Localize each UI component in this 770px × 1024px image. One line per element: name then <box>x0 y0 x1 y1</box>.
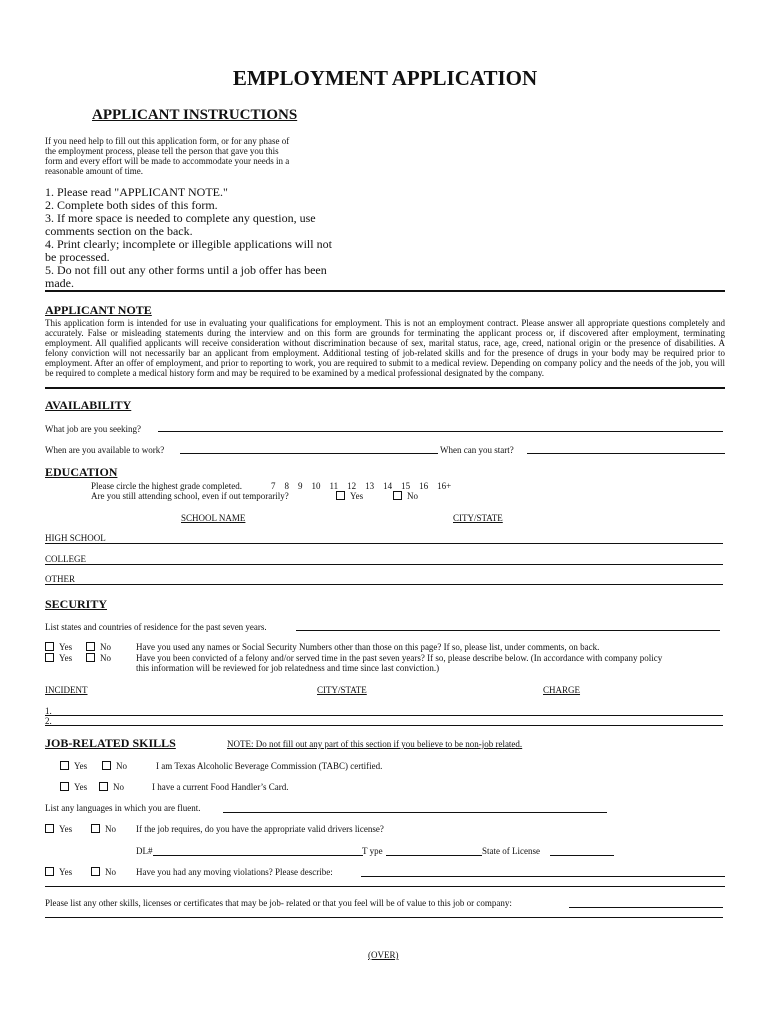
other-skills-field[interactable] <box>569 907 723 908</box>
section-divider <box>45 290 725 292</box>
dl-label: DL# <box>136 846 153 856</box>
availability-heading: AVAILABILITY <box>45 398 132 412</box>
incident-row-2-field[interactable] <box>45 725 723 726</box>
job-sought-label: What job are you seeking? <box>45 424 141 434</box>
languages-field[interactable] <box>223 812 607 813</box>
checkbox[interactable] <box>60 761 69 770</box>
section-divider <box>45 387 725 389</box>
other-skills-field-continued[interactable] <box>45 917 723 918</box>
food-no-option[interactable]: No <box>99 782 124 792</box>
checkbox[interactable] <box>91 867 100 876</box>
type-label: T ype <box>362 846 383 856</box>
attending-label: Are you still attending school, even if out temporarily? <box>91 491 289 501</box>
list-item: 3. If more space is needed to complete any question, use comments section on the back. <box>45 211 316 238</box>
checkbox[interactable] <box>45 824 54 833</box>
state-license-field[interactable] <box>550 855 614 856</box>
languages-label: List any languages in which you are fluent. <box>45 803 201 813</box>
residence-label: List states and countries of residence for the past seven years. <box>45 622 267 632</box>
license-question: If the job requires, do you have the appropriate valid drivers license? <box>136 824 384 834</box>
skills-note: NOTE: Do not fill out any part of this section if you believe to be non-job related. <box>227 739 523 749</box>
security-question-2: Have you been convicted of a felony and/or served time in the past seven years? If so, please describe below. (In accordance with company policy this information will be reviewed for job relatedness and time since last conviction.) <box>136 653 663 673</box>
violations-field[interactable] <box>361 876 725 877</box>
attending-yes-option[interactable]: Yes <box>336 491 363 501</box>
food-yes-option[interactable]: Yes <box>60 782 87 792</box>
license-yes-option[interactable]: Yes <box>45 824 72 834</box>
tabc-no-option[interactable]: No <box>102 761 127 771</box>
residence-field[interactable] <box>296 630 720 631</box>
page-footer: (OVER) <box>368 950 399 960</box>
college-field[interactable] <box>45 564 723 565</box>
checkbox[interactable] <box>86 653 95 662</box>
list-item: 1. Please read "APPLICANT NOTE." <box>45 185 228 199</box>
incident-row-2-label: 2. <box>45 716 52 726</box>
q2-no-option[interactable]: No <box>86 653 111 663</box>
college-label: COLLEGE <box>45 554 86 564</box>
checkbox[interactable] <box>86 642 95 651</box>
list-item: 4. Print clearly; incomplete or illegible applications will not be processed. <box>45 237 332 264</box>
grade-options[interactable]: 7 8 9 10 11 12 13 14 15 16 16+ <box>271 481 452 491</box>
school-city-header: CITY/STATE <box>453 513 503 523</box>
incident-row-1-field[interactable] <box>45 715 723 716</box>
note-text: This application form is intended for use in evaluating your qualifications for employment. This is not an employment contract. Please answer all appropriate questions completely and accurately. False or misleading statements during the interview and on this form are grounds for terminating the applicant process or, if discovered after employment, terminating employment. All qualified applicants will receive consideration without discrimination because of sex, marital status, race, age, creed, national origin or the presence of disabilities. A felony conviction will not necessarily bar an applicant from employment. Additional testing of job-related skills and for the presence of drugs in your body may be required prior to employment. After an offer of employment, and prior to reporting to work, you are required to submit to a medical review. Depending on company policy and the needs of the job, you will be required to complete a medical history form and may be required to be examined by a medical professional designated by the company. <box>45 318 725 378</box>
incident-header: INCIDENT <box>45 685 88 695</box>
other-skills-label: Please list any other skills, licenses or certificates that may be job- related or that you feel will be of value to this job or company: <box>45 898 512 908</box>
other-school-field[interactable] <box>45 584 723 585</box>
start-field[interactable] <box>527 453 725 454</box>
checkbox[interactable] <box>102 761 111 770</box>
grade-label: Please circle the highest grade completed. <box>91 481 242 491</box>
checkbox[interactable] <box>336 491 345 500</box>
education-heading: EDUCATION <box>45 465 118 479</box>
security-heading: SECURITY <box>45 597 108 611</box>
food-handler-statement: I have a current Food Handler’s Card. <box>152 782 289 792</box>
instructions-heading: APPLICANT INSTRUCTIONS <box>92 107 298 123</box>
violations-yes-option[interactable]: Yes <box>45 867 72 877</box>
checkbox[interactable] <box>45 642 54 651</box>
high-school-label: HIGH SCHOOL <box>45 533 106 543</box>
checkbox[interactable] <box>45 867 54 876</box>
type-field[interactable] <box>386 855 482 856</box>
violations-field-continued[interactable] <box>45 886 725 887</box>
job-sought-field[interactable] <box>158 431 723 432</box>
other-school-label: OTHER <box>45 574 75 584</box>
skills-heading: JOB-RELATED SKILLS <box>45 736 176 750</box>
charge-header: CHARGE <box>543 685 581 695</box>
start-label: When can you start? <box>440 445 514 455</box>
tabc-statement: I am Texas Alcoholic Beverage Commission (TABC) certified. <box>156 761 383 771</box>
note-heading: APPLICANT NOTE <box>45 303 152 317</box>
high-school-field[interactable] <box>45 543 723 544</box>
state-license-label: State of License <box>482 846 540 856</box>
available-label: When are you available to work? <box>45 445 165 455</box>
incident-city-header: CITY/STATE <box>317 685 367 695</box>
form-title: EMPLOYMENT APPLICATION <box>232 66 538 90</box>
security-question-1: Have you used any names or Social Security Numbers other than those on this page? If so, please list, under comments, on back. <box>136 642 600 652</box>
q1-yes-option[interactable]: Yes <box>45 642 72 652</box>
violations-question: Have you had any moving violations? Please describe: <box>136 867 333 877</box>
checkbox[interactable] <box>91 824 100 833</box>
checkbox[interactable] <box>60 782 69 791</box>
instructions-list <box>45 186 340 290</box>
instructions-paragraph: If you need help to fill out this application form, or for any phase of the employment process, please tell the person that gave you this form and every effort will be made to accommodate your needs in a reasonable amount of time. <box>45 136 290 176</box>
incident-row-1-label: 1. <box>45 706 52 716</box>
list-item: 2. Complete both sides of this form. <box>45 198 218 212</box>
q1-no-option[interactable]: No <box>86 642 111 652</box>
license-no-option[interactable]: No <box>91 824 116 834</box>
dl-field[interactable] <box>153 855 363 856</box>
q2-yes-option[interactable]: Yes <box>45 653 72 663</box>
checkbox[interactable] <box>393 491 402 500</box>
checkbox[interactable] <box>45 653 54 662</box>
attending-no-option[interactable]: No <box>393 491 418 501</box>
list-item: 5. Do not fill out any other forms until a job offer has been made. <box>45 263 327 290</box>
available-field[interactable] <box>180 453 438 454</box>
violations-no-option[interactable]: No <box>91 867 116 877</box>
school-name-header: SCHOOL NAME <box>181 513 246 523</box>
tabc-yes-option[interactable]: Yes <box>60 761 87 771</box>
checkbox[interactable] <box>99 782 108 791</box>
